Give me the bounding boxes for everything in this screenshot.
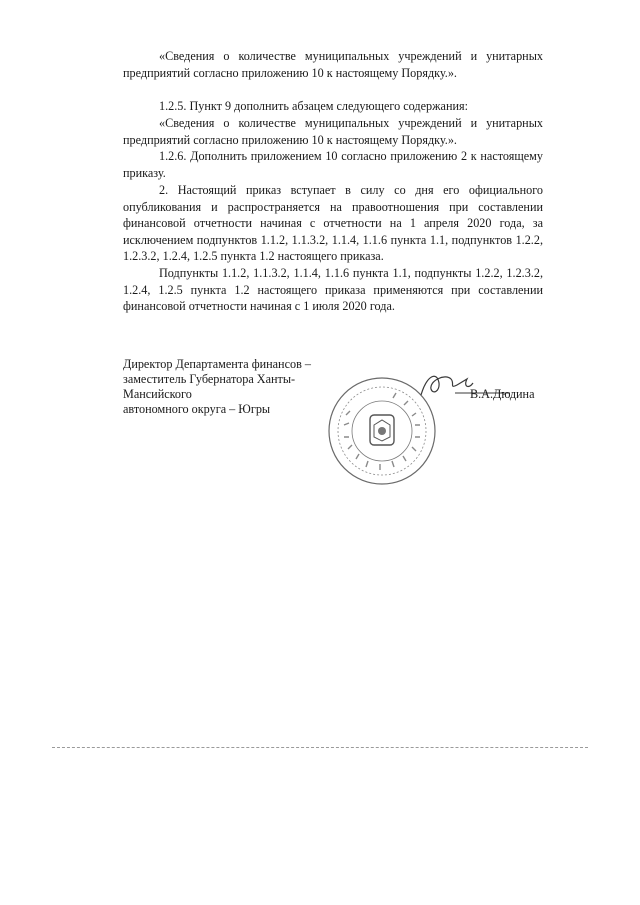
signature-line-2: заместитель Губернатора Ханты-Мансийского [123,372,296,401]
paragraph-subitems: Подпункты 1.1.2, 1.1.3.2, 1.1.4, 1.1.6 пункта 1.1, подпункты 1.2.2, 1.2.3.2, 1.2.4, 1.2.5 пункта 1.2 настоящего приказа применяются при составлении финансовой отчетности начиная с 1 июля 2020 года. [123,266,543,314]
signature-line-1: Директор Департамента финансов – [123,357,311,371]
paragraph-item-1-2-6: 1.2.6. Дополнить приложением 10 согласно приложению 2 к настоящему приказу. [123,149,543,180]
paragraph-quote-1: «Сведения о количестве муниципальных учреждений и унитарных предприятий согласно приложению 10 к настоящему Порядку.». [123,49,543,80]
paragraph-quote-2: «Сведения о количестве муниципальных учреждений и унитарных предприятий согласно приложению 10 к настоящему Порядку.». [123,116,543,147]
paragraph-item-2: 2. Настоящий приказ вступает в силу со дня его официального опубликования и распространяется на правоотношения при составлении финансовой отчетности начиная с отчетности на 1 апреля 2020 года, за исключением подпунктов 1.1.2, 1.1.3.2, 1.1.4, 1.1.6 пункта 1.1, подпунктов 1.2.2, 1.2.3.2, 1.2.4, 1.2.5 пункта 1.2 настоящего приказа. [123,183,543,264]
paragraph-item-1-2-5: 1.2.5. Пункт 9 дополнить абзацем следующего содержания: [159,99,468,113]
signatory-name: В.А.Дюдина [470,387,535,401]
page-divider [52,747,588,748]
signature-line-3: автономного округа – Югры [123,402,271,416]
